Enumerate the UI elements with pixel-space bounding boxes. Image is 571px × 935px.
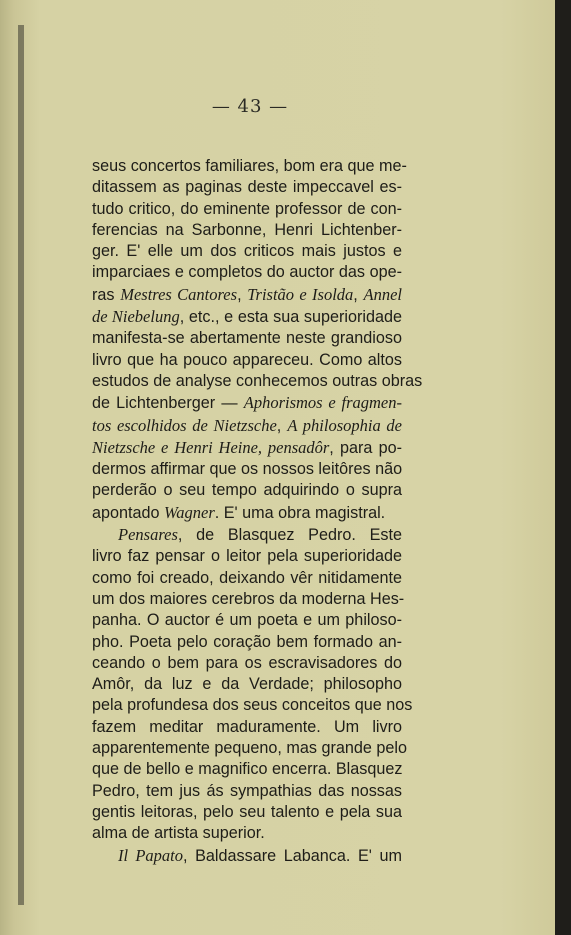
text-line	[92, 845, 402, 867]
text-run: de Lichtenberger —	[92, 394, 244, 413]
italic-title: de Niebelung	[92, 307, 180, 327]
text-run: , etc., e esta sua superioridade	[179, 308, 402, 327]
text-line	[92, 781, 402, 802]
text-line	[92, 674, 402, 695]
text-line	[92, 717, 402, 738]
text-line	[92, 610, 402, 631]
text-line	[92, 437, 402, 459]
text-run: imparciaes e completos do auctor das ope-	[92, 263, 402, 282]
body-text	[92, 156, 423, 867]
text-run: ditassem as paginas deste impeccavel es-	[92, 178, 402, 197]
text-line	[92, 480, 402, 501]
text-run: que de bello e magnifico encerra. Blasquez	[92, 760, 403, 779]
text-run: um dos maiores cerebros da moderna Hes-	[92, 589, 405, 608]
text-line	[92, 156, 407, 177]
italic-title: Annel	[363, 284, 402, 304]
text-line	[92, 653, 402, 674]
text-run: estudos de analyse conhecemos outras obras	[92, 371, 423, 390]
text-line	[92, 546, 402, 567]
text-line	[92, 350, 402, 371]
text-line	[92, 371, 423, 392]
text-run: manifesta-se abertamente neste grandioso	[92, 329, 402, 348]
text-line	[92, 262, 402, 283]
text-line	[92, 177, 402, 198]
text-line	[92, 502, 402, 524]
text-run: ,	[237, 285, 248, 304]
text-line	[92, 568, 402, 589]
text-run: como foi creado, deixando vêr nitidamente	[92, 568, 402, 587]
text-run: pela profundesa dos seus conceitos que nos	[92, 696, 413, 715]
italic-title: Pensares	[118, 525, 178, 545]
text-run: livro que ha pouco appareceu. Como altos	[92, 350, 402, 369]
text-run: tudo critico, do eminente professor de con-	[92, 199, 402, 218]
text-line	[92, 802, 402, 823]
text-line	[92, 459, 402, 480]
text-line	[92, 738, 407, 759]
page-number: — 43 —	[211, 96, 289, 117]
text-run: perderão o seu tempo adquirindo o supra	[92, 481, 402, 500]
binding-shadow	[18, 25, 24, 905]
text-run: ,	[276, 416, 288, 435]
text-run: livro faz pensar o leitor pela superioridade	[92, 547, 402, 566]
text-line	[92, 220, 402, 241]
text-run: Pedro, tem jus ás sympathias das nossas	[92, 781, 402, 800]
text-run: , Baldassare Labanca. E' um	[183, 846, 402, 865]
text-line	[92, 589, 405, 610]
text-run: , de Blasquez Pedro. Este	[177, 526, 402, 545]
italic-title: Nietzsche e Henri Heine, pensadôr	[92, 437, 330, 457]
text-line	[92, 328, 402, 349]
text-line	[92, 306, 402, 328]
text-run: ceando o bem para os escravisadores do	[92, 653, 402, 672]
text-run: . E' uma obra magistral.	[214, 503, 386, 522]
text-run: , para po-	[329, 438, 402, 457]
italic-title: Aphorismos e fragmen-	[243, 393, 403, 413]
italic-title: Tristão e Isolda	[247, 284, 354, 304]
text-line	[92, 415, 402, 437]
page-edge	[555, 0, 571, 935]
text-run: gentis leitoras, pelo seu talento e pela sua	[92, 802, 402, 821]
text-run: fazem meditar maduramente. Um livro	[92, 717, 402, 736]
text-line	[92, 241, 402, 262]
italic-title: A philosophia de	[287, 415, 402, 435]
text-run: apparentemente pequeno, mas grande pelo	[92, 739, 407, 758]
text-line	[92, 759, 402, 780]
text-run: Amôr, da luz e da Verdade; philosopho	[92, 675, 402, 694]
text-line	[92, 199, 402, 220]
text-line	[92, 823, 402, 844]
text-run: seus concertos familiares, bom era que me-	[92, 157, 407, 175]
italic-title: Wagner	[164, 502, 215, 522]
text-run: ras	[92, 285, 121, 304]
text-run: pho. Poeta pelo coração bem formado an-	[92, 632, 402, 651]
italic-title: Mestres Cantores	[120, 284, 238, 304]
text-line	[92, 392, 402, 414]
text-run: apontado	[92, 503, 165, 522]
text-run: dermos affirmar que os nossos leitôres não	[92, 460, 403, 479]
text-run: ,	[353, 285, 364, 304]
text-run: alma de artista superior.	[92, 824, 265, 843]
text-line	[92, 284, 402, 306]
text-run: ferencias na Sarbonne, Henri Lichtenber-	[92, 220, 402, 239]
text-run: panha. O auctor é um poeta e um philoso-	[92, 611, 402, 630]
text-line	[92, 524, 402, 546]
text-line	[92, 695, 413, 716]
italic-title: Il Papato	[118, 845, 183, 865]
italic-title: tos escolhidos de Nietzsche	[92, 415, 277, 435]
text-run: ger. E' elle um dos criticos mais justos e	[92, 242, 402, 261]
text-line	[92, 632, 402, 653]
